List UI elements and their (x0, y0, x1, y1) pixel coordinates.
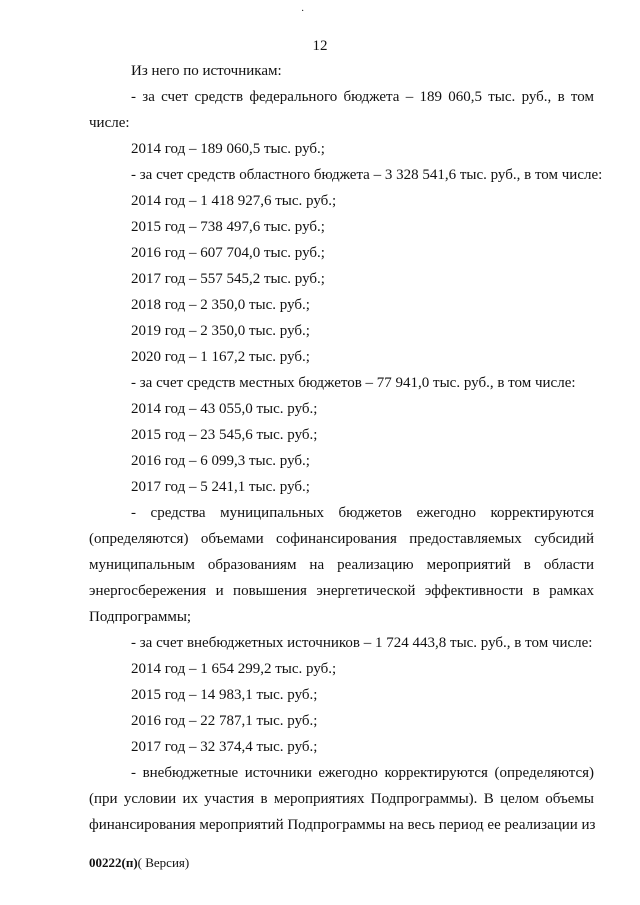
scan-mark: · (301, 6, 305, 17)
text-line: - средства муниципальных бюджетов ежегодно корректируются (131, 505, 594, 521)
text-line: 2014 год – 1 418 927,6 тыс. руб.; (131, 193, 337, 209)
document-footer (89, 855, 189, 871)
document-code: 00222(п) (89, 855, 138, 870)
text-line: 2016 год – 607 704,0 тыс. руб.; (131, 245, 325, 261)
text-line: 2014 год – 43 055,0 тыс. руб.; (131, 401, 318, 417)
text-line: 2018 год – 2 350,0 тыс. руб.; (131, 297, 310, 313)
text-line: 2019 год – 2 350,0 тыс. руб.; (131, 323, 310, 339)
text-line: 2017 год – 557 545,2 тыс. руб.; (131, 271, 325, 287)
text-line: - за счет средств областного бюджета – 3 328 541,6 тыс. руб., в том числе: (131, 167, 603, 183)
text-line: - за счет внебюджетных источников – 1 724 443,8 тыс. руб., в том числе: (131, 635, 593, 651)
text-line: Подпрограммы; (89, 609, 192, 625)
text-line: финансирования мероприятий Подпрограммы на весь период ее реализации из (89, 817, 596, 833)
text-line: (при условии их участия в мероприятиях Подпрограммы). В целом объемы (89, 791, 594, 807)
text-line: числе: (89, 115, 130, 131)
text-line: 2015 год – 23 545,6 тыс. руб.; (131, 427, 318, 443)
text-line: 2017 год – 5 241,1 тыс. руб.; (131, 479, 310, 495)
text-line: 2016 год – 22 787,1 тыс. руб.; (131, 713, 318, 729)
text-line: 2015 год – 738 497,6 тыс. руб.; (131, 219, 325, 235)
text-line: 2016 год – 6 099,3 тыс. руб.; (131, 453, 310, 469)
text-line: - за счет средств федерального бюджета – 189 060,5 тыс. руб., в том (131, 89, 594, 105)
text-line: энергосбережения и повышения энергетической эффективности в рамках (89, 583, 594, 599)
text-line: 2015 год – 14 983,1 тыс. руб.; (131, 687, 318, 703)
text-line: муниципальным образованиям на реализацию мероприятий в области (89, 557, 594, 573)
text-line: 2014 год – 189 060,5 тыс. руб.; (131, 141, 325, 157)
text-line: 2020 год – 1 167,2 тыс. руб.; (131, 349, 310, 365)
version-label: ( Версия) (137, 855, 190, 870)
text-line: - внебюджетные источники ежегодно корректируются (определяются) (131, 765, 594, 781)
text-line: 2017 год – 32 374,4 тыс. руб.; (131, 739, 318, 755)
text-line: (определяются) объемами софинансирования предоставляемых субсидий (89, 531, 594, 547)
text-line: - за счет средств местных бюджетов – 77 941,0 тыс. руб., в том числе: (131, 375, 576, 391)
page-number: 12 (312, 38, 328, 54)
text-line: 2014 год – 1 654 299,2 тыс. руб.; (131, 661, 337, 677)
text-line: Из него по источникам: (131, 63, 282, 79)
